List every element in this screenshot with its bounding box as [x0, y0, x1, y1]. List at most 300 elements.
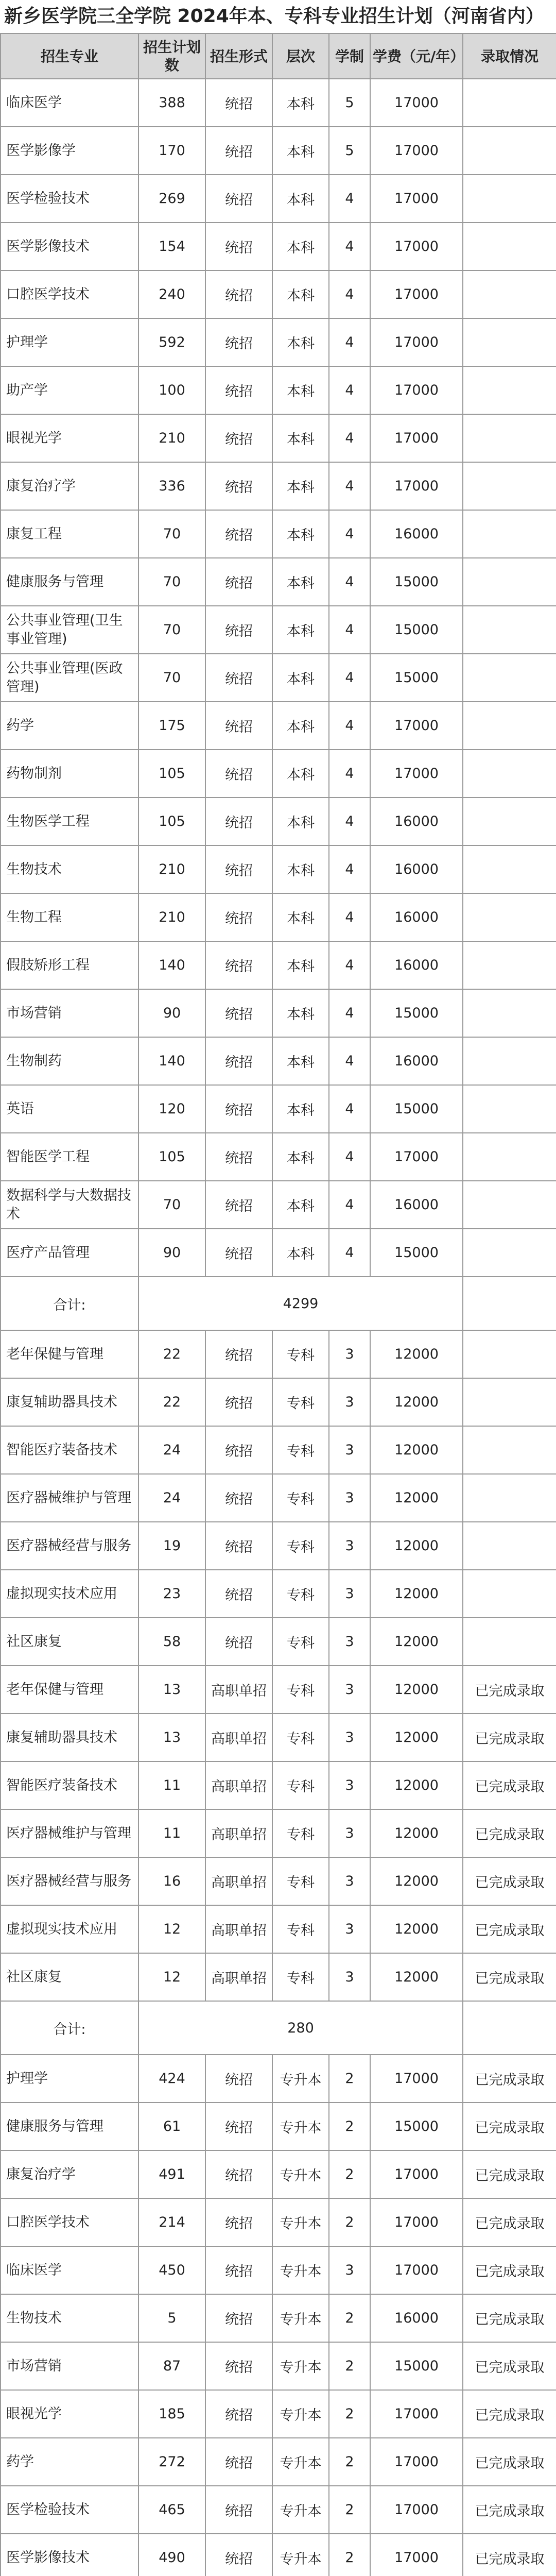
- cell-tuition: 17000: [370, 366, 463, 414]
- cell-admission-status: [463, 558, 556, 606]
- cell-admission-type: 统招: [205, 702, 272, 750]
- cell-plan-count: 12: [138, 1905, 205, 1953]
- cell-level: 专科: [272, 1330, 329, 1378]
- cell-level: 专科: [272, 1570, 329, 1618]
- cell-tuition: 12000: [370, 1905, 463, 1953]
- table-row: [1, 510, 556, 558]
- cell-tuition: 16000: [370, 510, 463, 558]
- cell-admission-type: 统招: [205, 462, 272, 510]
- cell-admission-status: 已完成录取: [463, 2198, 556, 2246]
- table-body: [1, 79, 556, 2576]
- cell-duration: 4: [329, 798, 370, 845]
- cell-duration: 4: [329, 318, 370, 366]
- cell-plan-count: 70: [138, 654, 205, 702]
- header-level: 层次: [272, 33, 329, 79]
- cell-tuition: 15000: [370, 1085, 463, 1133]
- cell-duration: 3: [329, 1618, 370, 1666]
- cell-duration: 4: [329, 270, 370, 318]
- cell-level: 本科: [272, 1181, 329, 1229]
- cell-level: 专升本: [272, 2103, 329, 2150]
- cell-major: 康复工程: [1, 510, 138, 558]
- cell-duration: 4: [329, 1037, 370, 1085]
- cell-duration: 3: [329, 1474, 370, 1522]
- cell-major: 生物技术: [1, 845, 138, 893]
- cell-plan-count: 490: [138, 2534, 205, 2576]
- cell-major: 医疗器械经营与服务: [1, 1522, 138, 1570]
- cell-major: 康复治疗学: [1, 2150, 138, 2198]
- cell-duration: 4: [329, 1229, 370, 1277]
- table-row: [1, 2342, 556, 2390]
- cell-duration: 2: [329, 2438, 370, 2486]
- table-row: [1, 606, 556, 654]
- cell-plan-count: 11: [138, 1761, 205, 1809]
- cell-major: 康复治疗学: [1, 462, 138, 510]
- cell-plan-count: 70: [138, 606, 205, 654]
- cell-admission-type: 统招: [205, 510, 272, 558]
- cell-duration: 3: [329, 1378, 370, 1426]
- cell-level: 专科: [272, 1953, 329, 2001]
- cell-plan-count: 90: [138, 1229, 205, 1277]
- cell-plan-count: 16: [138, 1857, 205, 1905]
- cell-tuition: 17000: [370, 79, 463, 127]
- cell-duration: 2: [329, 2055, 370, 2103]
- table-row: [1, 2438, 556, 2486]
- table-row: [1, 1522, 556, 1570]
- table-row: [1, 989, 556, 1037]
- cell-level: 本科: [272, 606, 329, 654]
- cell-duration: 4: [329, 223, 370, 270]
- cell-level: 本科: [272, 1037, 329, 1085]
- table-row: [1, 366, 556, 414]
- cell-duration: 3: [329, 1426, 370, 1474]
- cell-plan-count: 210: [138, 893, 205, 941]
- cell-admission-type: 统招: [205, 270, 272, 318]
- cell-admission-status: [463, 223, 556, 270]
- cell-admission-status: [463, 510, 556, 558]
- cell-level: 本科: [272, 1133, 329, 1181]
- table-row: [1, 2486, 556, 2534]
- cell-tuition: 17000: [370, 2198, 463, 2246]
- cell-tuition: 17000: [370, 414, 463, 462]
- cell-tuition: 12000: [370, 1809, 463, 1857]
- cell-plan-count: 70: [138, 558, 205, 606]
- cell-admission-type: 统招: [205, 1330, 272, 1378]
- cell-major: 英语: [1, 1085, 138, 1133]
- cell-admission-type: 高职单招: [205, 1666, 272, 1714]
- cell-admission-type: 统招: [205, 893, 272, 941]
- cell-major: 药学: [1, 702, 138, 750]
- cell-major: 医疗器械经营与服务: [1, 1857, 138, 1905]
- cell-plan-count: 424: [138, 2055, 205, 2103]
- cell-admission-status: [463, 175, 556, 223]
- table-row: [1, 1666, 556, 1714]
- table-row: [1, 127, 556, 175]
- cell-major: 护理学: [1, 2055, 138, 2103]
- cell-admission-type: 统招: [205, 175, 272, 223]
- cell-tuition: 17000: [370, 127, 463, 175]
- cell-admission-status: [463, 1229, 556, 1277]
- cell-tuition: 12000: [370, 1666, 463, 1714]
- cell-admission-status: 已完成录取: [463, 2103, 556, 2150]
- cell-plan-count: 388: [138, 79, 205, 127]
- cell-level: 本科: [272, 941, 329, 989]
- cell-admission-status: [463, 462, 556, 510]
- cell-level: 专科: [272, 1809, 329, 1857]
- cell-admission-status: [463, 1522, 556, 1570]
- cell-admission-type: 高职单招: [205, 1857, 272, 1905]
- cell-tuition: 17000: [370, 462, 463, 510]
- cell-admission-status: [463, 1618, 556, 1666]
- cell-tuition: 15000: [370, 1229, 463, 1277]
- table-row: [1, 702, 556, 750]
- table-row: [1, 1905, 556, 1953]
- cell-plan-count: 336: [138, 462, 205, 510]
- cell-admission-type: 统招: [205, 2294, 272, 2342]
- table-row: [1, 893, 556, 941]
- cell-level: 本科: [272, 79, 329, 127]
- cell-level: 专升本: [272, 2534, 329, 2576]
- cell-tuition: 16000: [370, 845, 463, 893]
- cell-admission-type: 统招: [205, 558, 272, 606]
- header-admission-type: 招生形式: [205, 33, 272, 79]
- cell-major: 生物工程: [1, 893, 138, 941]
- cell-admission-status: 已完成录取: [463, 1857, 556, 1905]
- cell-plan-count: 23: [138, 1570, 205, 1618]
- cell-admission-type: 统招: [205, 79, 272, 127]
- cell-admission-status: 已完成录取: [463, 2246, 556, 2294]
- cell-duration: 4: [329, 750, 370, 798]
- cell-major: 生物医学工程: [1, 798, 138, 845]
- cell-admission-type: 统招: [205, 989, 272, 1037]
- cell-plan-count: 154: [138, 223, 205, 270]
- cell-level: 本科: [272, 462, 329, 510]
- table-row: [1, 175, 556, 223]
- cell-major: 药学: [1, 2438, 138, 2486]
- cell-level: 专科: [272, 1426, 329, 1474]
- cell-plan-count: 100: [138, 366, 205, 414]
- header-admission-status: 录取情况: [463, 33, 556, 79]
- table-header-row: [1, 33, 556, 79]
- cell-tuition: 12000: [370, 1714, 463, 1761]
- cell-duration: 4: [329, 510, 370, 558]
- table-row: [1, 1181, 556, 1229]
- table-row: [1, 1229, 556, 1277]
- cell-tuition: 17000: [370, 2055, 463, 2103]
- cell-tuition: 16000: [370, 1037, 463, 1085]
- cell-admission-status: [463, 845, 556, 893]
- cell-level: 本科: [272, 702, 329, 750]
- cell-plan-count: 214: [138, 2198, 205, 2246]
- cell-plan-count: 272: [138, 2438, 205, 2486]
- table-row: [1, 1085, 556, 1133]
- cell-admission-status: 已完成录取: [463, 1905, 556, 1953]
- cell-duration: 3: [329, 1330, 370, 1378]
- cell-tuition: 12000: [370, 1378, 463, 1426]
- cell-level: 专科: [272, 1522, 329, 1570]
- header-plan-count: 招生计划数: [138, 33, 205, 79]
- cell-plan-count: 170: [138, 127, 205, 175]
- cell-admission-status: [463, 366, 556, 414]
- cell-admission-type: 统招: [205, 1181, 272, 1229]
- cell-plan-count: 70: [138, 1181, 205, 1229]
- cell-tuition: 15000: [370, 606, 463, 654]
- cell-level: 专升本: [272, 2055, 329, 2103]
- cell-admission-status: [463, 1474, 556, 1522]
- cell-admission-status: [463, 654, 556, 702]
- cell-admission-status: 已完成录取: [463, 1953, 556, 2001]
- cell-tuition: 17000: [370, 2150, 463, 2198]
- cell-level: 专科: [272, 1905, 329, 1953]
- cell-plan-count: 269: [138, 175, 205, 223]
- cell-admission-type: 统招: [205, 1378, 272, 1426]
- cell-duration: 4: [329, 893, 370, 941]
- cell-admission-status: 已完成录取: [463, 2486, 556, 2534]
- cell-major: 老年保健与管理: [1, 1666, 138, 1714]
- cell-plan-count: 24: [138, 1426, 205, 1474]
- cell-tuition: 16000: [370, 893, 463, 941]
- table-row: [1, 845, 556, 893]
- cell-admission-type: 统招: [205, 1570, 272, 1618]
- cell-level: 专升本: [272, 2342, 329, 2390]
- cell-level: 专升本: [272, 2486, 329, 2534]
- cell-admission-status: 已完成录取: [463, 2438, 556, 2486]
- cell-level: 本科: [272, 414, 329, 462]
- cell-major: 公共事业管理(卫生事业管理): [1, 606, 138, 654]
- cell-duration: 4: [329, 1085, 370, 1133]
- cell-duration: 2: [329, 2103, 370, 2150]
- header-major: 招生专业: [1, 33, 138, 79]
- cell-admission-type: 统招: [205, 318, 272, 366]
- cell-level: 本科: [272, 270, 329, 318]
- cell-admission-status: 已完成录取: [463, 2342, 556, 2390]
- cell-admission-status: [463, 1426, 556, 1474]
- table-row: [1, 1618, 556, 1666]
- cell-plan-count: 105: [138, 1133, 205, 1181]
- cell-admission-type: 统招: [205, 654, 272, 702]
- cell-admission-type: 高职单招: [205, 1714, 272, 1761]
- cell-plan-count: 12: [138, 1953, 205, 2001]
- cell-admission-status: 已完成录取: [463, 2294, 556, 2342]
- cell-tuition: 17000: [370, 2246, 463, 2294]
- cell-duration: 3: [329, 1809, 370, 1857]
- cell-tuition: 17000: [370, 2438, 463, 2486]
- cell-admission-type: 统招: [205, 845, 272, 893]
- cell-major: 康复辅助器具技术: [1, 1714, 138, 1761]
- cell-plan-count: 58: [138, 1618, 205, 1666]
- cell-admission-status: [463, 1378, 556, 1426]
- cell-duration: 5: [329, 79, 370, 127]
- table-row: [1, 798, 556, 845]
- cell-level: 本科: [272, 893, 329, 941]
- cell-admission-type: 统招: [205, 1037, 272, 1085]
- cell-tuition: 12000: [370, 1474, 463, 1522]
- cell-plan-count: 140: [138, 941, 205, 989]
- cell-level: 本科: [272, 845, 329, 893]
- cell-plan-count: 105: [138, 798, 205, 845]
- cell-tuition: 17000: [370, 2486, 463, 2534]
- cell-plan-count: 140: [138, 1037, 205, 1085]
- cell-admission-type: 统招: [205, 606, 272, 654]
- cell-tuition: 12000: [370, 1761, 463, 1809]
- cell-major: 医学影像技术: [1, 2534, 138, 2576]
- cell-level: 本科: [272, 366, 329, 414]
- cell-duration: 3: [329, 1570, 370, 1618]
- cell-plan-count: 210: [138, 414, 205, 462]
- cell-major: 假肢矫形工程: [1, 941, 138, 989]
- cell-level: 专科: [272, 1666, 329, 1714]
- cell-tuition: 16000: [370, 2294, 463, 2342]
- cell-level: 专升本: [272, 2438, 329, 2486]
- cell-admission-type: 统招: [205, 2055, 272, 2103]
- cell-admission-type: 统招: [205, 1229, 272, 1277]
- cell-admission-status: [463, 1037, 556, 1085]
- cell-level: 本科: [272, 510, 329, 558]
- cell-admission-type: 高职单招: [205, 1905, 272, 1953]
- cell-duration: 2: [329, 2390, 370, 2438]
- cell-admission-type: 高职单招: [205, 1809, 272, 1857]
- cell-admission-type: 统招: [205, 2438, 272, 2486]
- cell-major: 康复辅助器具技术: [1, 1378, 138, 1426]
- cell-admission-type: 统招: [205, 127, 272, 175]
- cell-level: 专升本: [272, 2294, 329, 2342]
- cell-level: 专升本: [272, 2150, 329, 2198]
- cell-duration: 4: [329, 366, 370, 414]
- table-row: [1, 1809, 556, 1857]
- cell-major: 药物制剂: [1, 750, 138, 798]
- table-row: [1, 79, 556, 127]
- cell-major: 健康服务与管理: [1, 2103, 138, 2150]
- cell-plan-count: 13: [138, 1666, 205, 1714]
- table-row: [1, 2294, 556, 2342]
- cell-duration: 4: [329, 1181, 370, 1229]
- table-row: [1, 1426, 556, 1474]
- cell-major: 医疗器械维护与管理: [1, 1809, 138, 1857]
- cell-tuition: 17000: [370, 223, 463, 270]
- cell-tuition: 17000: [370, 175, 463, 223]
- cell-admission-status: [463, 989, 556, 1037]
- cell-admission-type: 统招: [205, 2534, 272, 2576]
- cell-duration: 3: [329, 1714, 370, 1761]
- cell-major: 医疗器械维护与管理: [1, 1474, 138, 1522]
- cell-tuition: 12000: [370, 1618, 463, 1666]
- cell-duration: 4: [329, 1133, 370, 1181]
- cell-major: 眼视光学: [1, 414, 138, 462]
- cell-admission-status: [463, 127, 556, 175]
- enrollment-table: [0, 33, 556, 2576]
- cell-major: 社区康复: [1, 1953, 138, 2001]
- cell-major: 智能医学工程: [1, 1133, 138, 1181]
- table-row: [1, 1378, 556, 1426]
- cell-duration: 2: [329, 2198, 370, 2246]
- cell-admission-type: 统招: [205, 750, 272, 798]
- cell-plan-count: 5: [138, 2294, 205, 2342]
- subtotal-row: [1, 2001, 556, 2055]
- cell-major: 市场营销: [1, 989, 138, 1037]
- subtotal-row: [1, 1277, 556, 1330]
- cell-admission-type: 统招: [205, 1085, 272, 1133]
- cell-level: 专科: [272, 1761, 329, 1809]
- cell-admission-status: [463, 798, 556, 845]
- cell-level: 专科: [272, 1474, 329, 1522]
- cell-plan-count: 450: [138, 2246, 205, 2294]
- table-row: [1, 2103, 556, 2150]
- cell-level: 本科: [272, 223, 329, 270]
- cell-admission-status: 已完成录取: [463, 1809, 556, 1857]
- cell-plan-count: 120: [138, 1085, 205, 1133]
- cell-duration: 5: [329, 127, 370, 175]
- cell-level: 本科: [272, 318, 329, 366]
- header-duration: 学制: [329, 33, 370, 79]
- cell-admission-type: 统招: [205, 1618, 272, 1666]
- cell-duration: 3: [329, 1953, 370, 2001]
- cell-level: 本科: [272, 1229, 329, 1277]
- cell-major: 医学影像技术: [1, 223, 138, 270]
- cell-plan-count: 592: [138, 318, 205, 366]
- cell-admission-type: 统招: [205, 1426, 272, 1474]
- cell-admission-status: 已完成录取: [463, 1714, 556, 1761]
- cell-admission-status: [463, 1133, 556, 1181]
- cell-admission-status: 已完成录取: [463, 2150, 556, 2198]
- cell-admission-status: 已完成录取: [463, 2390, 556, 2438]
- cell-admission-status: [463, 941, 556, 989]
- cell-plan-count: 24: [138, 1474, 205, 1522]
- cell-tuition: 12000: [370, 1426, 463, 1474]
- cell-admission-status: [463, 1181, 556, 1229]
- table-row: [1, 2534, 556, 2576]
- cell-plan-count: 105: [138, 750, 205, 798]
- cell-admission-type: 统招: [205, 414, 272, 462]
- cell-duration: 4: [329, 558, 370, 606]
- cell-admission-status: [463, 750, 556, 798]
- cell-level: 专升本: [272, 2198, 329, 2246]
- cell-level: 本科: [272, 989, 329, 1037]
- cell-major: 医疗产品管理: [1, 1229, 138, 1277]
- cell-major: 智能医疗装备技术: [1, 1761, 138, 1809]
- cell-admission-type: 高职单招: [205, 1953, 272, 2001]
- cell-major: 临床医学: [1, 79, 138, 127]
- cell-duration: 2: [329, 2150, 370, 2198]
- cell-admission-status: [463, 318, 556, 366]
- cell-tuition: 16000: [370, 1181, 463, 1229]
- cell-plan-count: 13: [138, 1714, 205, 1761]
- cell-admission-status: [463, 270, 556, 318]
- subtotal-value: 4299: [138, 1277, 463, 1330]
- cell-admission-status: [463, 893, 556, 941]
- cell-tuition: 12000: [370, 1570, 463, 1618]
- table-row: [1, 750, 556, 798]
- cell-plan-count: 11: [138, 1809, 205, 1857]
- subtotal-empty: [463, 2001, 556, 2055]
- table-row: [1, 1570, 556, 1618]
- cell-duration: 4: [329, 702, 370, 750]
- cell-admission-type: 统招: [205, 223, 272, 270]
- cell-admission-status: 已完成录取: [463, 2055, 556, 2103]
- cell-plan-count: 19: [138, 1522, 205, 1570]
- cell-duration: 4: [329, 606, 370, 654]
- cell-tuition: 12000: [370, 1522, 463, 1570]
- table-row: [1, 414, 556, 462]
- cell-level: 本科: [272, 750, 329, 798]
- cell-plan-count: 87: [138, 2342, 205, 2390]
- cell-duration: 4: [329, 414, 370, 462]
- table-row: [1, 1330, 556, 1378]
- subtotal-label: 合计:: [1, 1277, 138, 1330]
- subtotal-label: 合计:: [1, 2001, 138, 2055]
- cell-plan-count: 175: [138, 702, 205, 750]
- cell-duration: 3: [329, 1857, 370, 1905]
- cell-major: 市场营销: [1, 2342, 138, 2390]
- table-row: [1, 941, 556, 989]
